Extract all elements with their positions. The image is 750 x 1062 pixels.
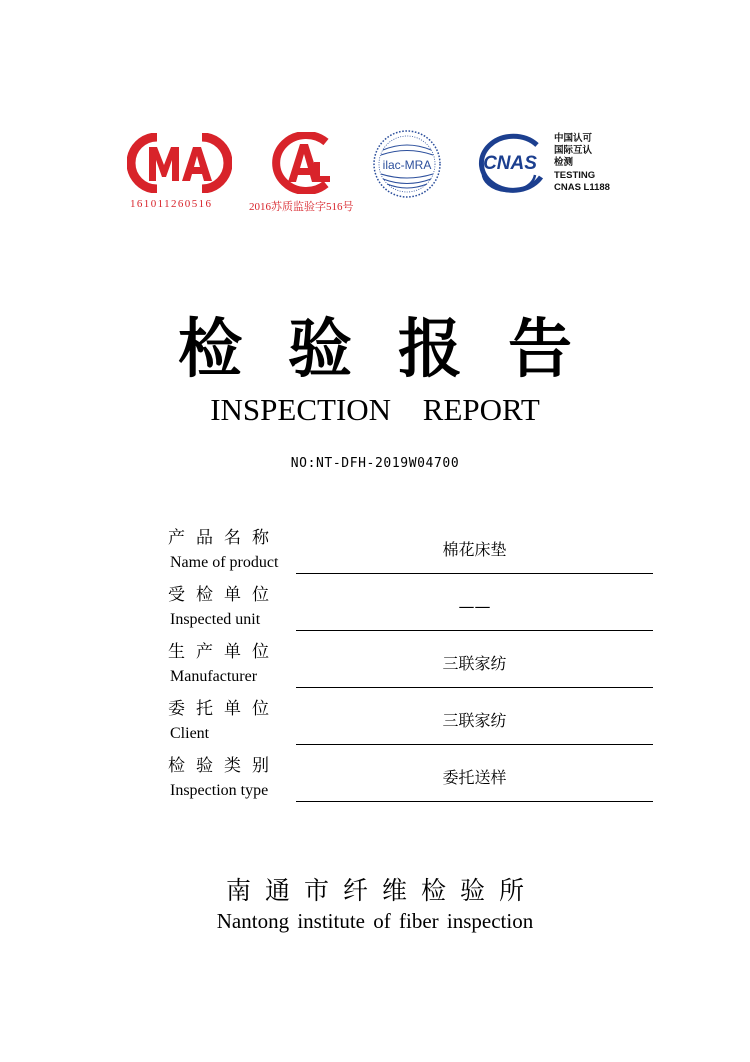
field-value: 棉花床垫: [442, 540, 507, 559]
institute-name-en: Nantong institute of fiber inspection: [216, 909, 534, 933]
institute-name-cn: 南通市纤维检验所: [225, 876, 538, 905]
field-value: 三联家纺: [442, 654, 507, 673]
cnas-line: 检测: [554, 157, 574, 169]
field-label-cn: 产品名称: [168, 528, 280, 548]
field-label-cn: 生产单位: [168, 642, 280, 662]
field-label-cn: 受检单位: [168, 585, 280, 605]
cal-code: 2016苏质监验字516号: [249, 201, 354, 213]
report-title-cn: 检验报告: [178, 313, 618, 387]
field-label-en: Manufacturer: [170, 668, 258, 685]
cnas-line: CNAS L1188: [554, 181, 610, 193]
cnas-accreditation-text: [554, 133, 610, 194]
cnas-mark: CNAS: [483, 153, 537, 174]
cnas-line: TESTING: [554, 169, 596, 181]
certification-logos: [0, 0, 750, 230]
field-label-cn: 委托单位: [168, 699, 280, 719]
field-underline: [296, 573, 653, 574]
field-value: 三联家纺: [442, 711, 507, 730]
cma-logo: [127, 133, 232, 193]
ilac-mra-logo: [371, 128, 443, 200]
field-underline: [296, 744, 653, 745]
field-label-en: Name of product: [170, 554, 279, 571]
report-title-en: INSPECTION REPORT: [210, 392, 540, 427]
report-fields: [168, 523, 658, 808]
cnas-line: 中国认可: [554, 133, 593, 144]
report-number: NO:NT-DFH-2019W04700: [290, 456, 460, 471]
field-value: ——: [458, 597, 491, 616]
field-label-en: Inspection type: [170, 782, 269, 799]
cma-code: 161011260516: [130, 198, 213, 210]
field-label-en: Inspected unit: [170, 611, 261, 628]
field-underline: [296, 630, 653, 631]
field-inspection-type: [168, 751, 658, 808]
field-underline: [296, 801, 653, 802]
cnas-line: 国际互认: [554, 145, 593, 157]
ilac-mark: ilac-MRA: [382, 158, 432, 172]
cnas-logo: [469, 133, 549, 193]
cal-logo: [264, 132, 344, 194]
field-label-cn: 检验类别: [168, 756, 280, 776]
field-inspected-unit: [168, 580, 658, 637]
field-product-name: [168, 523, 658, 580]
field-value: 委托送样: [442, 768, 507, 787]
field-manufacturer: [168, 637, 658, 694]
field-client: [168, 694, 658, 751]
field-underline: [296, 687, 653, 688]
field-label-en: Client: [170, 725, 210, 742]
